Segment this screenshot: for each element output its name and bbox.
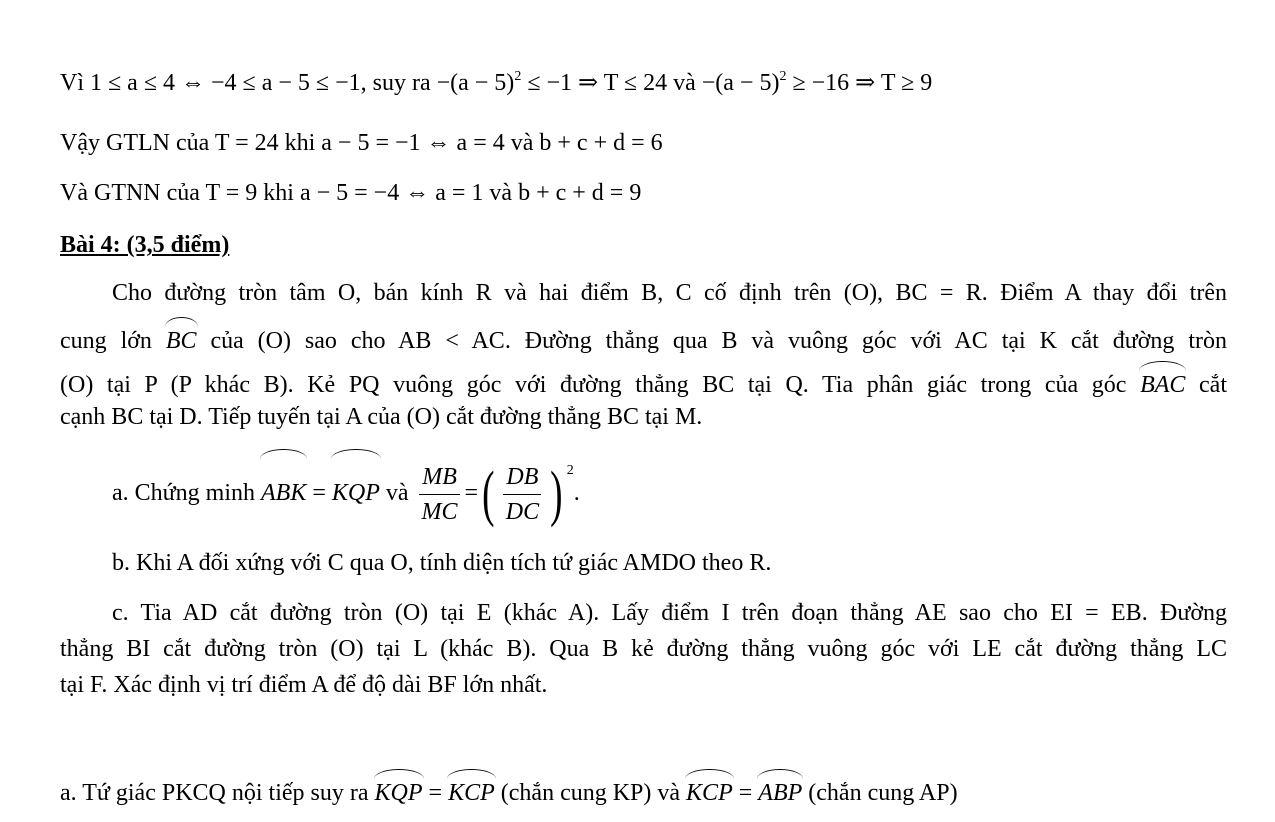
problem-paragraph-line-2: cung lớn BC của (O) sao cho AB < AC. Đường thẳng qua B và vuông góc với AC tại K cắt đường tròn [60, 320, 1227, 358]
problem-title: Bài 4: (3,5 điểm) [60, 232, 230, 258]
fraction-db-dc: $\frac{DB}{DC}$ [503, 460, 542, 529]
question-b: b. Khi A đối xứng với C qua O, tính diện tích tứ giác AMDO theo R. [112, 550, 772, 576]
math-expr-1b: ≤ −1 ⇒ T ≤ 24 [527, 70, 668, 96]
question-c-line-2: thẳng BI cắt đường tròn (O) tại L (khác B). Qua B kẻ đường thẳng vuông góc với LE cắt đường thẳng LC [60, 636, 1227, 662]
arc-kqp: KQP [332, 452, 380, 530]
math-expr-1a: −(a − 5) [436, 70, 515, 96]
math-expr-2b: ≥ −16 ⇒ T ≥ 9 [792, 70, 933, 96]
arc-bac: BAC [1140, 364, 1185, 402]
problem-paragraph-line-3: (O) tại P (P khác B). Kẻ PQ vuông góc với đường thẳng BC tại Q. Tia phân giác trong của góc BAC cắt [60, 364, 1227, 402]
arc-kcp: KCP [686, 772, 733, 810]
arc-abp: ABP [758, 772, 802, 810]
solution-line-2: Vậy GTLN của T = 24 khi a − 5 = −1 ⇔ a = 4 và b + c + d = 6 [60, 130, 663, 156]
arc-kqp: KQP [375, 772, 423, 810]
question-c-line-3: tại F. Xác định vị trí điểm A để độ dài BF lớn nhất. [60, 672, 548, 698]
question-c-line-1: c. Tia AD cắt đường tròn (O) tại E (khác A). Lấy điểm I trên đoạn thẳng AE sao cho EI = EB. Đường [112, 600, 1228, 626]
solution-line-3: Và GTNN của T = 9 khi a − 5 = −4 ⇔ a = 1 và b + c + d = 9 [60, 180, 642, 206]
math-range: 1 ≤ a ≤ 4 ⇔ −4 ≤ a − 5 ≤ −1 [90, 70, 361, 96]
question-a: a. Chứng minh ABK = KQP và $\frac{MB}{MC}$ =( $\frac{DB}{DC}$ ) $^2$. [112, 452, 1227, 530]
answer-a: a. Tứ giác PKCQ nội tiếp suy ra KQP = KCP (chắn cung KP) và KCP = ABP (chắn cung AP) [60, 772, 1227, 810]
arc-bc: BC [166, 320, 197, 358]
arc-kcp: KCP [448, 772, 495, 810]
math-expr-2a: −(a − 5) [701, 70, 780, 96]
fraction-mb-mc: $\frac{MB}{MC}$ [419, 460, 461, 529]
arc-abk: ABK [261, 452, 306, 530]
solution-line-1: Vì 1 ≤ a ≤ 4 ⇔ −4 ≤ a − 5 ≤ −1, suy ra $-(a - 5)^2 \le -1$ ⇒ T ≤ 24 và $-(a - 5)^2 \ge -16$ ⇒ T ≥ 9 [60, 69, 933, 96]
problem-paragraph-line-1: Cho đường tròn tâm O, bán kính R và hai điểm B, C cố định trên (O), BC = R. Điểm A thay đổi trên [112, 280, 1227, 306]
problem-paragraph-line-4: cạnh BC tại D. Tiếp tuyến tại A của (O) cắt đường thẳng BC tại M. [60, 404, 703, 430]
